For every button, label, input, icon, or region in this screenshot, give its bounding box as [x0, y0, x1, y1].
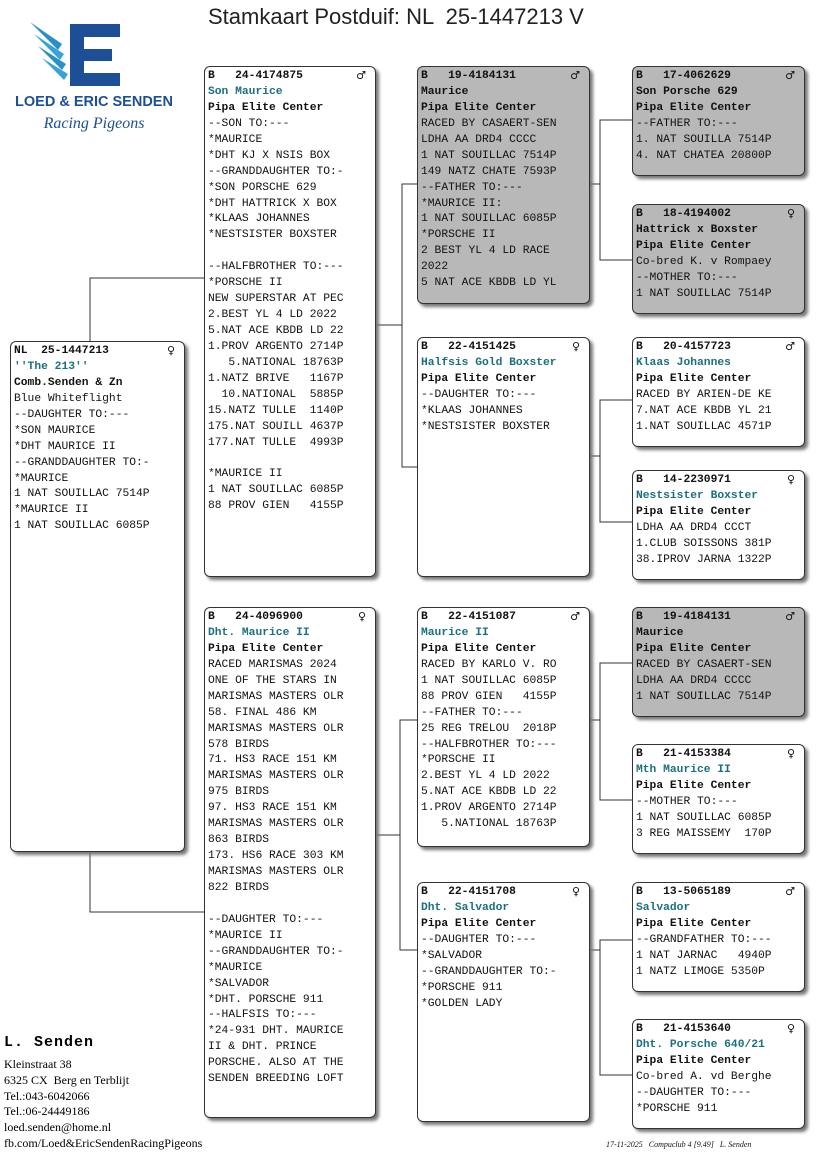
pigeon-info-line: RACED MARISMAS 2024 — [208, 658, 337, 671]
pigeon-info-line: RACED BY CASAERT-SEN — [636, 658, 772, 671]
pigeon-info-line: 173. HS6 RACE 303 KM — [208, 850, 344, 863]
pigeon-card-mmf[interactable] — [632, 882, 805, 992]
logo-main-text: LOED & ERIC SENDEN — [15, 94, 173, 110]
pigeon-info-line: 1 NAT SOUILLAC 6085P — [208, 484, 344, 497]
ring-number: B 14-2230971 — [636, 474, 731, 486]
pigeon-info-line: 822 BIRDS — [208, 881, 270, 894]
pigeon-info-line: --DAUGHTER TO:--- — [14, 408, 130, 421]
pigeon-info-line: 1 NAT SOUILLAC 6085P — [421, 213, 557, 226]
pigeon-info-line: 975 BIRDS — [208, 786, 270, 799]
pigeon-strain: Pipa Elite Center — [636, 1054, 752, 1067]
pigeon-info-line: *DHT MAURICE II — [14, 440, 116, 453]
female-icon: ♀ — [571, 340, 580, 353]
pigeon-info-line: *SALVADOR — [208, 977, 270, 990]
pigeon-info-line: 1 NAT SOUILLAC 6085P — [421, 674, 557, 687]
pigeon-info-line: --MOTHER TO:--- — [636, 271, 738, 284]
pigeon-info-line: 1 NAT SOUILLAC 7514P — [636, 287, 772, 300]
male-icon: ♂ — [785, 885, 795, 898]
pigeon-info-line: *MAURICE II: — [421, 197, 503, 210]
pigeon-info-line: 5 NAT ACE KBDB LD YL — [421, 277, 557, 290]
pigeon-name: Maurice — [636, 626, 684, 639]
pigeon-info-line: --DAUGHTER TO:--- — [421, 388, 537, 401]
pigeon-info-line: *NESTSISTER BOXSTER — [421, 420, 550, 433]
pigeon-name: Son Porsche 629 — [636, 85, 738, 98]
pigeon-card-father[interactable] — [204, 66, 376, 577]
ring-number: NL 25-1447213 — [14, 345, 109, 357]
pigeon-info-line: 88 PROV GIEN 4155P — [208, 500, 344, 513]
pigeon-name: Hattrick x Boxster — [636, 223, 759, 236]
pigeon-strain: Pipa Elite Center — [208, 642, 324, 655]
pigeon-strain: Pipa Elite Center — [636, 239, 752, 252]
pigeon-name: Maurice — [421, 85, 469, 98]
pigeon-info-line: --HALFSIS TO:--- — [208, 1009, 317, 1022]
pigeon-info-line: MARISMAS MASTERS OLR — [208, 722, 344, 735]
pigeon-info-line: 863 BIRDS — [208, 834, 270, 847]
pigeon-strain: Pipa Elite Center — [208, 101, 324, 114]
pigeon-strain: Comb.Senden & Zn — [14, 376, 123, 389]
owner-email[interactable]: loed.senden@home.nl — [4, 1120, 112, 1135]
ring-number: B 24-4096900 — [208, 611, 303, 623]
pigeon-info-line: 3 REG MAISSEMY 170P — [636, 827, 772, 840]
pigeon-info-line: 1 NAT SOUILLAC 6085P — [636, 811, 772, 824]
pigeon-info-line: 578 BIRDS — [208, 738, 270, 751]
pigeon-info-line: --MOTHER TO:--- — [636, 795, 738, 808]
pigeon-name: Son Maurice — [208, 85, 283, 98]
pigeon-info-line: --FATHER TO:--- — [636, 117, 738, 130]
pigeon-strain: Pipa Elite Center — [421, 642, 537, 655]
owner-postcode-city: 6325 CX Berg en Terblijt — [4, 1072, 130, 1087]
pigeon-info-line: 1.NATZ BRIVE 1167P — [208, 372, 344, 385]
pigeon-info-line: 1 NAT SOUILLAC 7514P — [421, 149, 557, 162]
ring-number: B 22-4151425 — [421, 341, 516, 353]
ring-number: B 19-4184131 — [421, 70, 516, 82]
ring-number: B 17-4062629 — [636, 70, 731, 82]
pigeon-info-line: *PORSCHE II — [208, 277, 283, 290]
pigeon-info-line: 1 NAT SOUILLAC 7514P — [636, 690, 772, 703]
pigeon-name: Dht. Salvador — [421, 901, 510, 914]
pigeon-info-line: 88 PROV GIEN 4155P — [421, 690, 557, 703]
pigeon-info-line: *KLAAS JOHANNES — [208, 213, 310, 226]
female-icon: ♀ — [786, 1022, 795, 1035]
owner-address: Kleinstraat 38 — [4, 1057, 72, 1071]
pigeon-info-line: 1. NAT SOUILLA 7514P — [636, 133, 772, 146]
pigeon-info-line: ONE OF THE STARS IN — [208, 674, 337, 687]
pigeon-strain: Pipa Elite Center — [421, 917, 537, 930]
pigeon-info-line: *GOLDEN LADY — [421, 997, 503, 1010]
pigeon-card-mff[interactable] — [632, 607, 805, 717]
pigeon-info-line: LDHA AA DRD4 CCCC — [636, 674, 752, 687]
pigeon-info-line: --SON TO:--- — [208, 117, 290, 130]
ring-number: B 22-4151708 — [421, 886, 516, 898]
pigeon-card-mf[interactable] — [417, 607, 590, 847]
pigeon-info-line: 5.NATIONAL 18763P — [421, 818, 557, 831]
pigeon-info-line: 58. FINAL 486 KM — [208, 706, 317, 719]
pigeon-info-line: NEW SUPERSTAR AT PEC — [208, 293, 344, 306]
pigeon-info-line: II & DHT. PRINCE — [208, 1041, 317, 1054]
female-icon: ♀ — [357, 610, 366, 623]
pigeon-name: Klaas Johannes — [636, 356, 731, 369]
pigeon-info-line: 71. HS3 RACE 151 KM — [208, 754, 337, 767]
pigeon-name: Dht. Maurice II — [208, 626, 310, 639]
ring-number: B 22-4151087 — [421, 611, 516, 623]
ring-number: B 24-4174875 — [208, 70, 303, 82]
pigeon-info-line: --FATHER TO:--- — [421, 181, 523, 194]
pigeon-card-subject[interactable] — [10, 341, 185, 852]
pigeon-info-line: MARISMAS MASTERS OLR — [208, 866, 344, 878]
page-title: Stamkaart Postduif: NL 25-1447213 V — [208, 4, 584, 29]
pigeon-card-fm[interactable] — [417, 337, 590, 577]
owner-mobile: Tel.:06-24449186 — [4, 1104, 90, 1119]
pigeon-info-line: *MAURICE — [208, 961, 263, 974]
pigeon-info-line: Co-bred K. v Rompaey — [636, 255, 772, 268]
pigeon-strain: Pipa Elite Center — [636, 642, 752, 655]
pigeon-strain: Pipa Elite Center — [421, 101, 537, 114]
female-icon: ♀ — [166, 344, 175, 357]
pigeon-info-line: 4. NAT CHATEA 20800P — [636, 149, 772, 162]
pigeon-info-line: --GRANDDAUGHTER TO:- — [14, 456, 150, 469]
pigeon-info-line: --HALFBROTHER TO:--- — [208, 261, 344, 274]
pigeon-info-line: 97. HS3 RACE 151 KM — [208, 802, 337, 815]
pigeon-card-mm[interactable] — [417, 882, 590, 1122]
pigeon-strain: Pipa Elite Center — [421, 372, 537, 385]
pigeon-name: Dht. Porsche 640/21 — [636, 1038, 765, 1051]
pigeon-info-line: *MAURICE — [14, 472, 69, 485]
pigeon-info-line: 1 NAT SOUILLAC 6085P — [14, 520, 150, 533]
pigeon-name: Mth Maurice II — [636, 763, 731, 776]
pigeon-card-ffm[interactable] — [632, 204, 805, 314]
pigeon-info-line: *KLAAS JOHANNES — [421, 404, 523, 417]
pigeon-strain: Pipa Elite Center — [636, 372, 752, 385]
pigeon-info-line: --FATHER TO:--- — [421, 706, 523, 719]
pigeon-name: Halfsis Gold Boxster — [421, 356, 557, 369]
pigeon-info-line: *MAURICE II — [208, 468, 283, 481]
pigeon-info-line: 5.NAT ACE KBDB LD 22 — [208, 325, 344, 337]
pigeon-info-line: 2022 — [421, 261, 449, 274]
pigeon-name: Salvador — [636, 901, 691, 914]
pigeon-info-line: MARISMAS MASTERS OLR — [208, 770, 344, 783]
ring-number: B 13-5065189 — [636, 886, 731, 898]
pigeon-info-line: --GRANDDAUGHTER TO:- — [421, 965, 557, 978]
owner-phone: Tel.:043-6042066 — [4, 1088, 90, 1103]
pigeon-info-line: *DHT KJ X NSIS BOX — [208, 149, 331, 162]
pigeon-info-line: 5.NATIONAL 18763P — [208, 356, 344, 369]
female-icon: ♀ — [786, 207, 795, 220]
pigeon-info-line: *SON MAURICE — [14, 424, 96, 437]
pigeon-info-line: *DHT. PORSCHE 911 — [208, 993, 324, 1006]
pigeon-info-line: PORSCHE. ALSO AT THE — [208, 1057, 344, 1070]
female-icon: ♀ — [571, 885, 580, 898]
pigeon-strain: Pipa Elite Center — [636, 101, 752, 114]
pigeon-card-mfm[interactable] — [632, 744, 805, 854]
pigeon-info-line: 175.NAT SOUILL 4637P — [208, 420, 344, 433]
female-icon: ♀ — [786, 747, 795, 760]
pigeon-info-line: SENDEN BREEDING LOFT — [208, 1073, 344, 1086]
male-icon: ♂ — [570, 610, 580, 623]
pigeon-info-line: RACED BY CASAERT-SEN — [421, 117, 557, 130]
pigeon-info-line: 1.NAT SOUILLAC 4571P — [636, 420, 772, 433]
male-icon: ♂ — [570, 69, 580, 82]
pigeon-info-line: *SALVADOR — [421, 949, 483, 962]
pigeon-name: Maurice II — [421, 626, 489, 639]
pigeon-name: Nestsister Boxster — [636, 489, 759, 502]
pigeon-name: ''The 213'' — [14, 360, 89, 373]
ring-number: B 20-4157723 — [636, 341, 731, 353]
pigeon-info-line: Blue Whiteflight — [14, 392, 123, 405]
pigeon-info-line: MARISMAS MASTERS OLR — [208, 690, 344, 703]
ring-number: B 18-4194002 — [636, 208, 731, 220]
pigeon-info-line: --GRANDFATHER TO:--- — [636, 933, 772, 946]
pigeon-info-line: 38.IPROV JARNA 1322P — [636, 553, 772, 566]
pigeon-info-line: 177.NAT TULLE 4993P — [208, 436, 344, 449]
pigeon-strain: Pipa Elite Center — [636, 505, 752, 518]
pigeon-info-line: RACED BY ARIEN-DE KE — [636, 388, 772, 401]
pigeon-info-line: *PORSCHE II — [421, 754, 496, 767]
male-icon: ♂ — [785, 69, 795, 82]
pigeon-info-line: 1 NATZ LIMOGE 5350P — [636, 965, 765, 978]
ring-number: B 19-4184131 — [636, 611, 731, 623]
pigeon-info-line — [208, 452, 372, 468]
pigeon-info-line: *MAURICE II — [14, 504, 89, 517]
pigeon-info-line: 1.PROV ARGENTO 2714P — [421, 802, 557, 815]
pigeon-info-line: 2 BEST YL 4 LD RACE — [421, 245, 550, 258]
pigeon-info-line: 2.BEST YL 4 LD 2022 — [208, 309, 337, 322]
pigeon-info-line: 1.PROV ARGENTO 2714P — [208, 340, 344, 353]
pigeon-info-line: 2.BEST YL 4 LD 2022 — [421, 770, 550, 783]
pigeon-info-line: *DHT HATTRICK X BOX — [208, 197, 337, 210]
pigeon-card-fff[interactable] — [632, 66, 805, 176]
pigeon-info-line: --GRANDDAUGHTER TO:- — [208, 165, 344, 178]
pigeon-info-line: 7.NAT ACE KBDB YL 21 — [636, 404, 772, 417]
owner-info — [4, 1034, 202, 1152]
pigeon-info-line: --HALFBROTHER TO:--- — [421, 738, 557, 751]
pigeon-info-line: *PORSCHE II — [421, 229, 496, 242]
pigeon-info-line: 10.NATIONAL 5885P — [208, 388, 344, 401]
pigeon-info-line: LDHA AA DRD4 CCCT — [636, 521, 752, 534]
pigeon-card-ff[interactable] — [417, 66, 590, 304]
female-icon: ♀ — [786, 473, 795, 486]
pigeon-info-line: 1 NAT SOUILLAC 7514P — [14, 488, 150, 501]
pigeon-info-line: 5.NAT ACE KBDB LD 22 — [421, 786, 557, 799]
pigeon-info-line: 15.NATZ TULLE 1140P — [208, 404, 344, 417]
male-icon: ♂ — [356, 69, 366, 82]
ring-number: B 21-4153640 — [636, 1023, 731, 1035]
pigeon-strain: Pipa Elite Center — [636, 917, 752, 930]
pigeon-info-line: 25 REG TRELOU 2018P — [421, 722, 557, 735]
male-icon: ♂ — [785, 340, 795, 353]
pigeon-info-line: *PORSCHE 911 — [421, 981, 503, 994]
pigeon-card-fmf[interactable] — [632, 337, 805, 447]
pigeon-info-line: 1 NAT JARNAC 4940P — [636, 949, 772, 962]
pigeon-card-fmm[interactable] — [632, 470, 805, 580]
pigeon-info-line: RACED BY KARLO V. RO — [421, 658, 557, 671]
pigeon-card-mmm[interactable] — [632, 1019, 805, 1129]
pigeon-card-mother[interactable] — [204, 607, 376, 1118]
pigeon-info-line: *SON PORSCHE 629 — [208, 181, 317, 194]
pigeon-info-line: Co-bred A. vd Berghe — [636, 1070, 772, 1083]
owner-name: L. Senden — [4, 1034, 95, 1051]
pigeon-info-line: MARISMAS MASTERS OLR — [208, 818, 344, 831]
pigeon-info-line: *PORSCHE 911 — [636, 1102, 718, 1115]
pigeon-info-line: 149 NATZ CHATE 7593P — [421, 165, 557, 178]
pigeon-strain: Pipa Elite Center — [636, 779, 752, 792]
ring-number: B 21-4153384 — [636, 748, 731, 760]
footer-print-info: 17-11-2025 Compuclub 4 [9.49] L. Senden — [606, 1140, 752, 1149]
pigeon-info-line: LDHA AA DRD4 CCCC — [421, 133, 537, 146]
pigeon-info-line: --DAUGHTER TO:--- — [421, 933, 537, 946]
pigeon-info-line — [208, 897, 372, 913]
male-icon: ♂ — [785, 610, 795, 623]
pigeon-info-line: 1.CLUB SOISSONS 381P — [636, 537, 772, 550]
pigeon-info-line: *24-931 DHT. MAURICE — [208, 1025, 344, 1038]
owner-facebook[interactable]: fb.com/Loed&EricSendenRacingPigeons — [4, 1135, 203, 1150]
pigeon-info-line: --GRANDDAUGHTER TO:- — [208, 945, 344, 958]
logo-sub-text: Racing Pigeons — [43, 115, 145, 132]
pigeon-info-line: *MAURICE II — [208, 929, 283, 942]
pigeon-info-line: --DAUGHTER TO:--- — [208, 913, 324, 926]
pigeon-info-line: *NESTSISTER BOXSTER — [208, 229, 337, 242]
pigeon-info-line: *MAURICE — [208, 133, 263, 146]
pigeon-info-line — [208, 244, 372, 260]
pigeon-info-line: --DAUGHTER TO:--- — [636, 1086, 752, 1099]
